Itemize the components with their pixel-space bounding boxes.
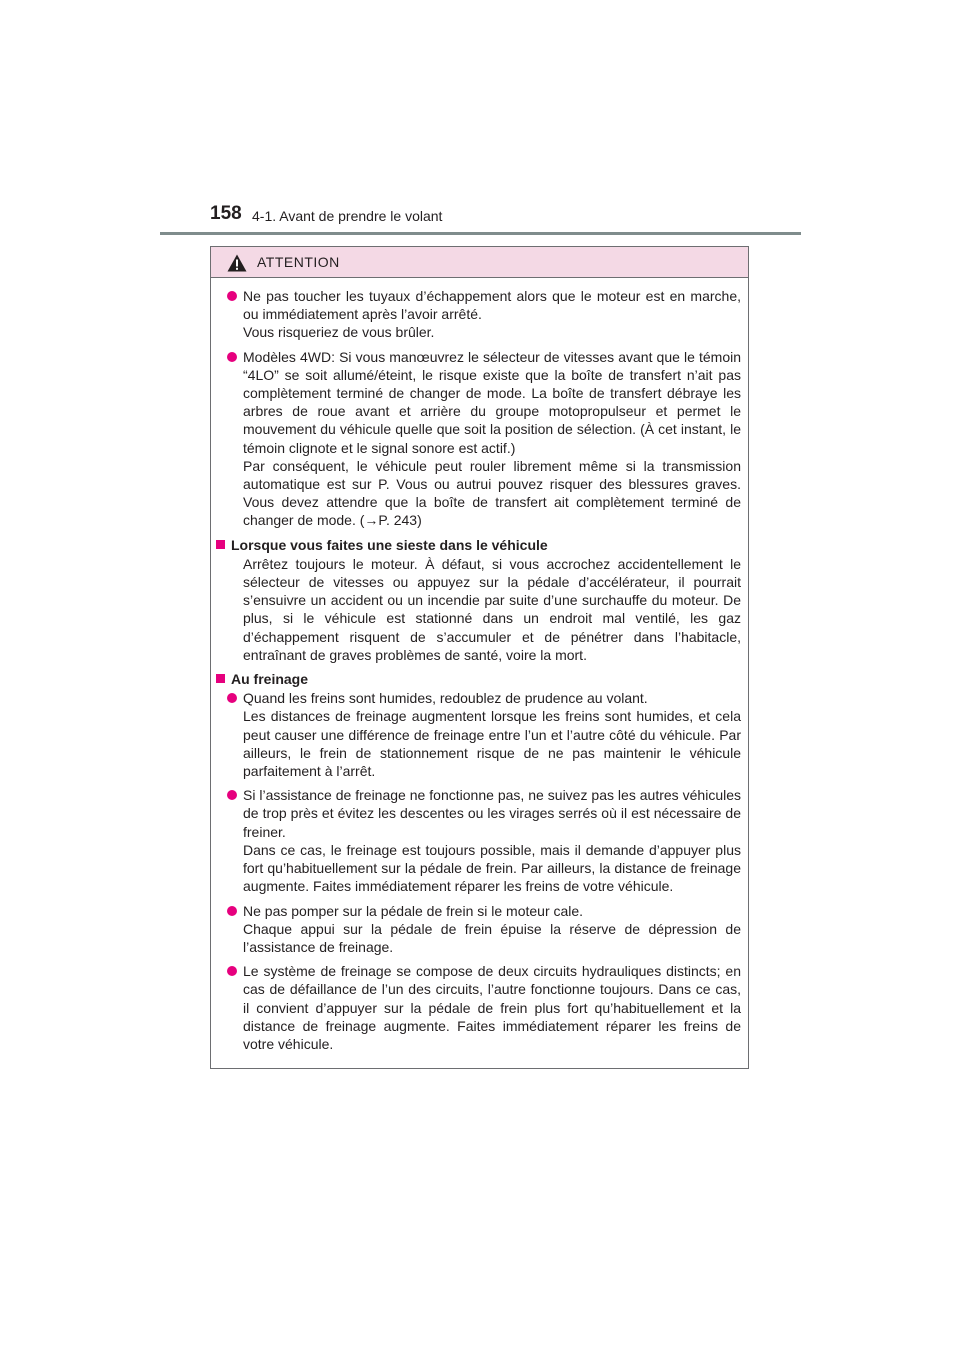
item-text: Ne pas toucher les tuyaux d’échappement alors que le moteur est en marche, ou immédiatement après l’avoir arrêté. bbox=[243, 288, 741, 323]
section-title: 4-1. Avant de prendre le volant bbox=[252, 208, 443, 224]
item-extra: Les distances de freinage augmentent lorsque les freins sont humides, et cela peut causer une différence de freinage entre l’un et l’autre côté du véhicule. Par ailleurs, le frein de stationnement risque de ne pas maintenir le véhicule parfaitement à l’arrêt. bbox=[243, 708, 741, 780]
item-text: Si l’assistance de freinage ne fonctionne pas, ne suivez pas les autres véhicules de trop près et évitez les descentes ou les virages serrés où il est nécessaire de freiner. bbox=[243, 787, 741, 840]
section-heading-text: Au freinage bbox=[231, 671, 309, 688]
item-text: Ne pas pomper sur la pédale de frein si le moteur cale. bbox=[243, 902, 584, 919]
bullet-icon bbox=[227, 966, 237, 976]
bullet-icon bbox=[227, 352, 237, 362]
warning-item bbox=[216, 902, 741, 957]
warning-body bbox=[211, 278, 748, 1053]
item-text: Quand les freins sont humides, redoublez de prudence au volant. bbox=[243, 690, 648, 707]
warning-item bbox=[216, 786, 741, 895]
warning-item bbox=[216, 962, 741, 1053]
square-bullet-icon bbox=[216, 540, 225, 549]
header-divider bbox=[160, 232, 801, 235]
item-text: Modèles 4WD: Si vous manœuvrez le sélecteur de vitesses avant que le témoin “4LO” se soit allumé/éteint, le risque existe que la boîte de transfert n’ait pas complètement terminé de changer de mode. La boîte de transfert débraye les arbres de roue avant et arrière du groupe motopropulseur et permet le mouvement du véhicule quelle que soit la position de sélection. (À cet instant, le témoin clignote et le signal sonore est actif.) bbox=[243, 348, 741, 456]
item-extra: Vous risqueriez de vous brûler. bbox=[243, 324, 435, 341]
item-extra: Dans ce cas, le freinage est toujours possible, mais il demande d’appuyer plus fort qu’habituellement sur la pédale de frein. Par ailleurs, la distance de freinage augmente. Faites immédiatement réparer les freins de votre véhicule. bbox=[243, 841, 741, 895]
bullet-icon bbox=[227, 693, 237, 703]
warning-triangle-icon bbox=[227, 254, 247, 272]
section-heading bbox=[216, 670, 741, 688]
section-heading bbox=[216, 536, 741, 554]
item-extra: Par conséquent, le véhicule peut rouler librement même si la transmission automatique est sur P. Vous ou autrui pouvez risquer des blessures graves. Vous devez attendre que la boîte de transfert ait complètement terminé de changer de mode. (→P. 243) bbox=[243, 457, 741, 529]
item-text: Le système de freinage se compose de deux circuits hydrauliques distincts; en cas de défaillance de l’un des circuits, l’autre fonctionne toujours. Dans ce cas, il convient d’appuyer sur la pédale de frein plus fort qu’habituellement et la distance de freinage augmente. Faites immédiatement réparer les freins de votre véhicule. bbox=[243, 963, 741, 1052]
warning-title: ATTENTION bbox=[257, 254, 340, 270]
bullet-icon bbox=[227, 790, 237, 800]
warning-box bbox=[210, 246, 749, 1069]
square-bullet-icon bbox=[216, 674, 225, 683]
warning-item bbox=[216, 689, 741, 780]
bullet-icon bbox=[227, 906, 237, 916]
bullet-icon bbox=[227, 291, 237, 301]
section-heading-text: Lorsque vous faites une sieste dans le véhicule bbox=[231, 536, 548, 553]
warning-header bbox=[211, 247, 748, 278]
page-number: 158 bbox=[210, 203, 242, 224]
item-extra: Chaque appui sur la pédale de frein épuise la réserve de dépression de l’assistance de freinage. bbox=[243, 920, 741, 955]
warning-item bbox=[216, 287, 741, 342]
warning-item bbox=[216, 348, 741, 530]
section-paragraph: Arrêtez toujours le moteur. À défaut, si vous accrochez accidentellement le sélecteur de vitesses ou appuyez sur la pédale d’accélérateur, il pourrait s’ensuivre un accident ou un incendie par suite d’une surchauffe du moteur. De plus, si le véhicule est stationné dans un endroit mal ventilé, les gaz d’échappement risquent de s’accumuler et de pénétrer dans l’habitacle, entraînant de graves problèmes de santé, voire la mort. bbox=[243, 555, 741, 663]
